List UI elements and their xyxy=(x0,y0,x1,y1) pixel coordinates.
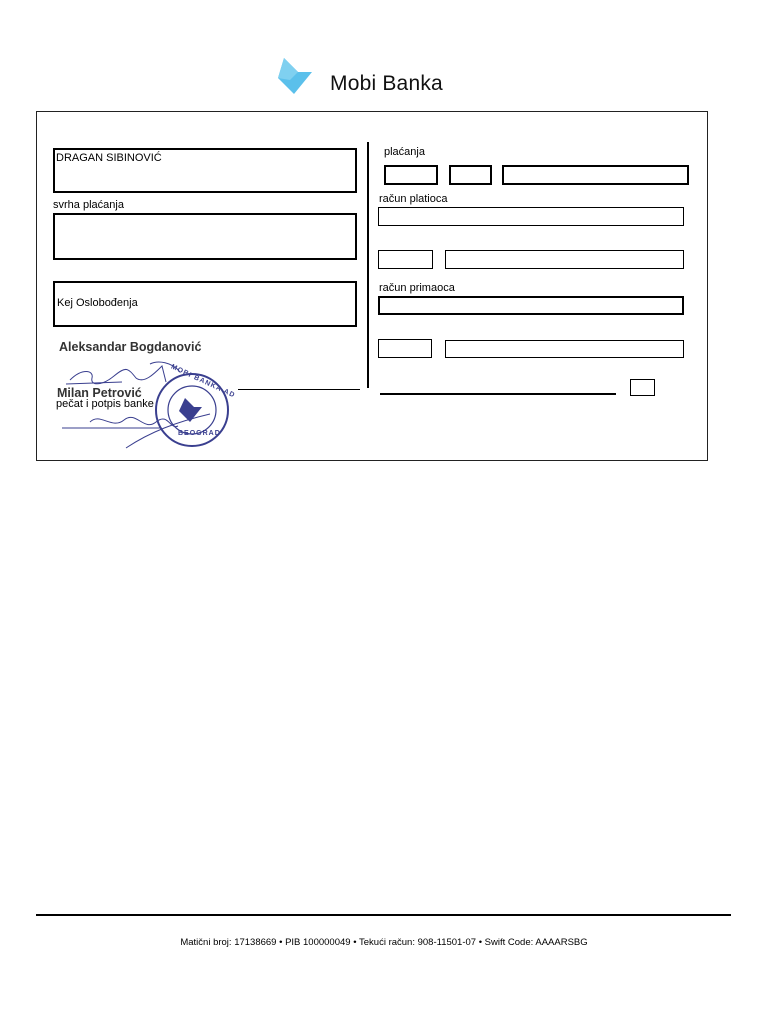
recipient-box[interactable] xyxy=(53,281,357,327)
amount-field[interactable] xyxy=(502,165,689,185)
payment-label: plaćanja xyxy=(384,146,425,158)
recipient-value: Kej Oslobođenja xyxy=(57,297,138,309)
purpose-label: svrha plaćanja xyxy=(53,199,124,211)
bank-logo xyxy=(276,56,476,100)
footer-rule xyxy=(36,914,731,916)
footer-company-info: Matični broj: 17138669 • PIB 100000049 • Tekući račun: 908-11501-07 • Swift Code: AAAARSBG xyxy=(180,937,588,948)
reference-field-2[interactable] xyxy=(445,340,684,358)
payer-name-value: DRAGAN SIBINOVIĆ xyxy=(56,152,162,164)
model-field-1[interactable] xyxy=(378,250,433,269)
recipient-account-label: račun primaoca xyxy=(379,282,455,294)
payer-account-label: račun platioca xyxy=(379,193,448,205)
purpose-box[interactable] xyxy=(53,213,357,260)
payer-account-field[interactable] xyxy=(378,207,684,226)
model-field-2[interactable] xyxy=(378,339,432,358)
signature-line-right xyxy=(380,393,616,395)
signer-1-name: Aleksandar Bogdanović xyxy=(59,340,202,354)
stamp-text-bottom: BEOGRAD xyxy=(178,430,221,437)
reference-field-1[interactable] xyxy=(445,250,684,269)
currency-field[interactable] xyxy=(449,165,492,185)
urgent-checkbox[interactable] xyxy=(630,379,655,396)
stamp-label: pečat i potpis banke xyxy=(56,398,154,410)
signature-line-left xyxy=(238,389,360,390)
mobi-banka-logo-icon xyxy=(276,56,320,100)
signer-2-name: Milan Petrović xyxy=(57,386,142,400)
brand-name: Mobi Banka xyxy=(330,72,443,95)
stamp-text-top: MOBI BANKA AD xyxy=(169,363,237,400)
payment-code-field[interactable] xyxy=(384,165,438,185)
payer-name-box[interactable] xyxy=(53,148,357,193)
bank-stamp-icon xyxy=(152,370,232,450)
column-divider xyxy=(367,142,369,388)
recipient-account-field[interactable] xyxy=(378,296,684,315)
